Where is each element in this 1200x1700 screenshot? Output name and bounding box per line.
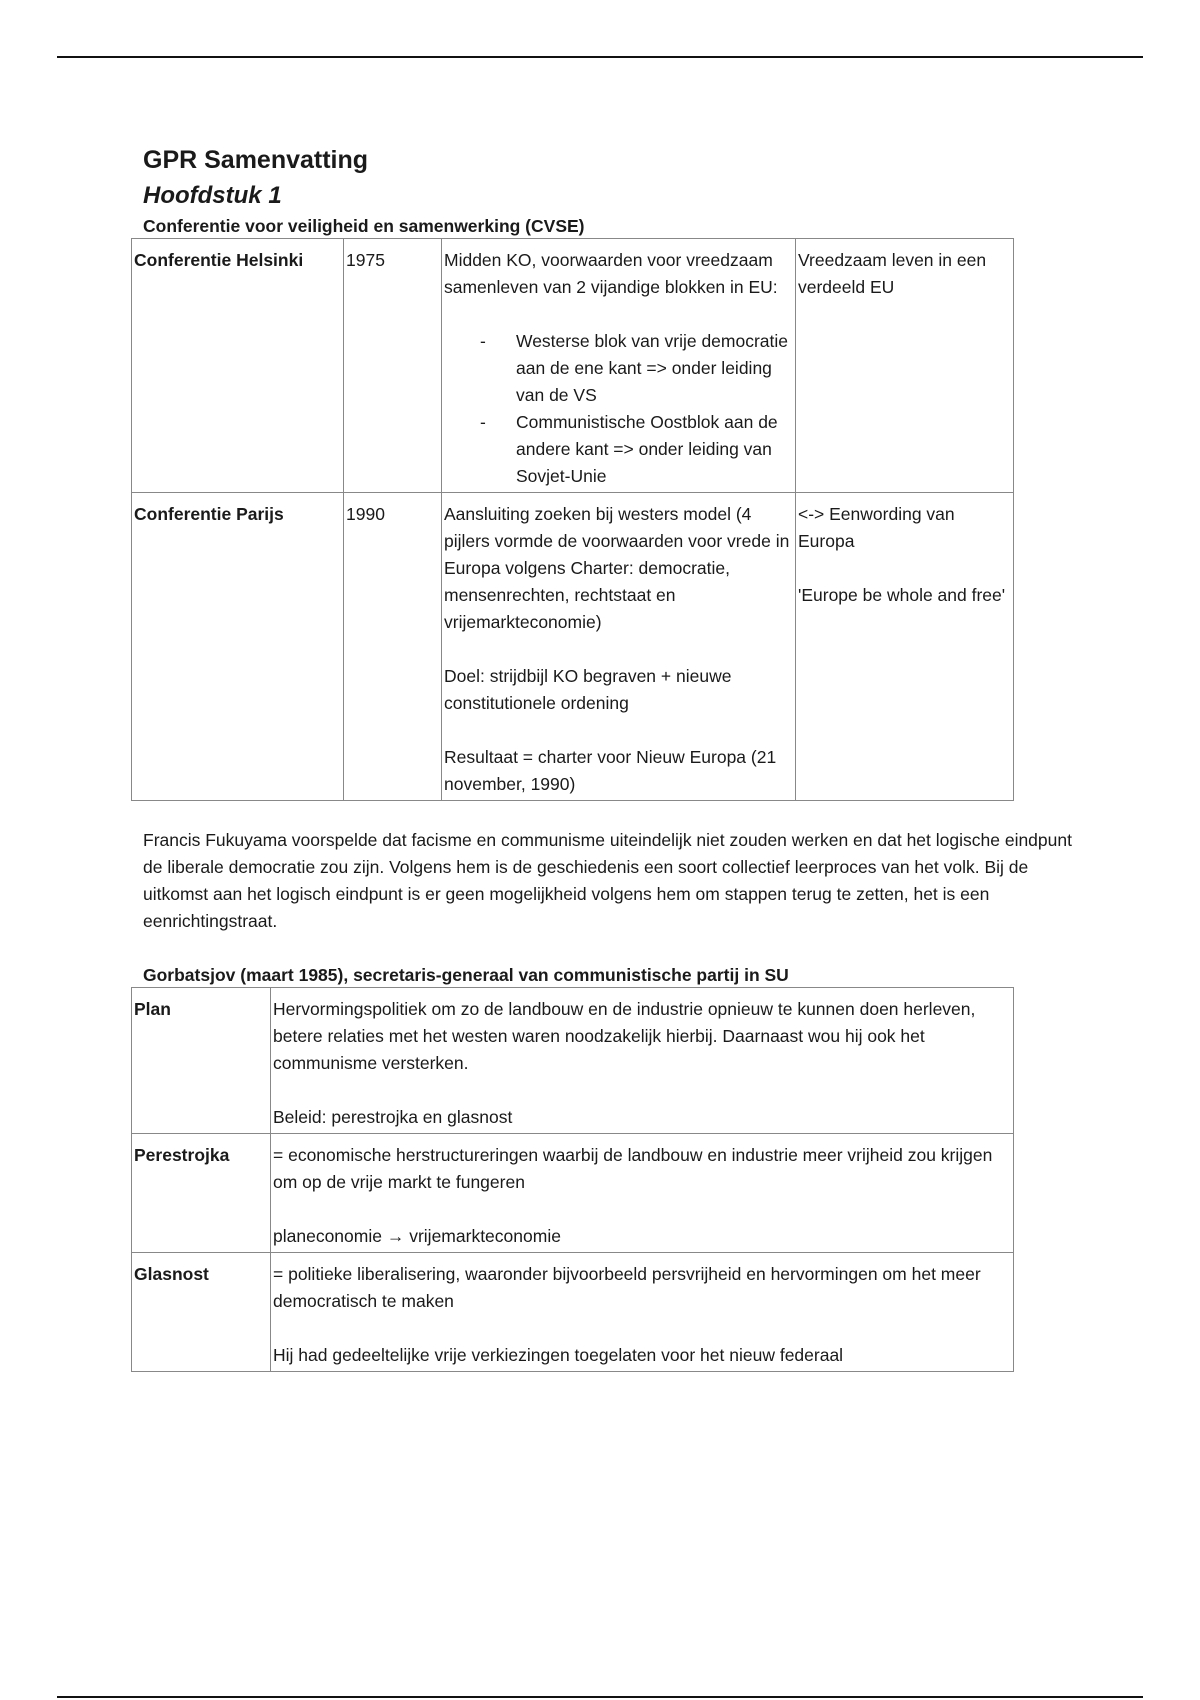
note-text: <-> Eenwording van Europa bbox=[798, 504, 955, 551]
row-content bbox=[271, 1134, 1014, 1253]
chapter-heading: Hoofdstuk 1 bbox=[143, 182, 282, 209]
conference-name: Conferentie Helsinki bbox=[132, 239, 344, 493]
table-row bbox=[132, 239, 1014, 493]
content-text: Beleid: perestrojka en glasnost bbox=[273, 1107, 513, 1127]
document-title: GPR Samenvatting bbox=[143, 146, 369, 174]
conference-year: 1990 bbox=[344, 493, 442, 801]
note-text: 'Europe be whole and free' bbox=[798, 585, 1006, 605]
description-text: Doel: strijdbijl KO begraven + nieuwe constitutionele ordening bbox=[444, 666, 732, 713]
conference-note: Vreedzaam leven in een verdeeld EU bbox=[796, 239, 1014, 493]
table-row bbox=[132, 1134, 1014, 1253]
table-row bbox=[132, 1253, 1014, 1372]
row-content bbox=[271, 988, 1014, 1134]
gorbatsjov-heading: Gorbatsjov (maart 1985), secretaris-generaal van communistische partij in SU bbox=[143, 965, 789, 985]
conference-note bbox=[796, 493, 1014, 801]
economy-to: vrijemarkteconomie bbox=[409, 1226, 561, 1246]
bullet-list bbox=[444, 328, 793, 490]
content-text: = politieke liberalisering, waaronder bijvoorbeeld persvrijheid en hervormingen om het meer democratisch te maken bbox=[273, 1264, 981, 1311]
row-label: Perestrojka bbox=[132, 1134, 271, 1253]
conference-year: 1975 bbox=[344, 239, 442, 493]
footer-rule bbox=[57, 1696, 1143, 1698]
arrow-right-icon: → bbox=[386, 1226, 405, 1246]
conference-name: Conferentie Parijs bbox=[132, 493, 344, 801]
fukuyama-paragraph: Francis Fukuyama voorspelde dat facisme en communisme uiteindelijk niet zouden werken en dat het logische eindpunt de liberale democratie zou zijn. Volgens hem is de geschiedenis een soort collectief leerproces van het volk. Bij de uitkomst aan het logisch eindpunt is er geen mogelijkheid volgens hem om stappen terug te zetten, het is een eenrichtingstraat. bbox=[143, 830, 1072, 931]
cvse-table bbox=[131, 238, 1014, 801]
description-text: Resultaat = charter voor Nieuw Europa (21 november, 1990) bbox=[444, 747, 777, 794]
description-text: Midden KO, voorwaarden voor vreedzaam samenleven van 2 vijandige blokken in EU: bbox=[444, 250, 778, 297]
content-text: = economische herstructureringen waarbij de landbouw en industrie meer vrijheid zou krijgen om op de vrije markt te fungeren bbox=[273, 1145, 993, 1192]
conference-description bbox=[442, 493, 796, 801]
row-label: Glasnost bbox=[132, 1253, 271, 1372]
header-rule bbox=[57, 56, 1143, 58]
content-text: Hij had gedeeltelijke vrije verkiezingen toegelaten voor het nieuw federaal bbox=[273, 1345, 844, 1365]
row-label: Plan bbox=[132, 988, 271, 1134]
gorbatsjov-table bbox=[131, 987, 1014, 1372]
table-row bbox=[132, 493, 1014, 801]
table-row bbox=[132, 988, 1014, 1134]
document-body bbox=[134, 142, 1093, 1372]
description-text: Aansluiting zoeken bij westers model (4 pijlers vormde de voorwaarden voor vrede in Europa volgens Charter: democratie, mensenrechten, rechtstaat en vrijemarkteconomie) bbox=[444, 504, 790, 632]
list-item: - Westerse blok van vrije democratie aan de ene kant => onder leiding van de VS bbox=[516, 328, 793, 409]
row-content bbox=[271, 1253, 1014, 1372]
content-text bbox=[273, 1223, 1011, 1250]
content-text: Hervormingspolitiek om zo de landbouw en de industrie opnieuw te kunnen doen herleven, betere relaties met het westen waren noodzakelijk hierbij. Daarnaast wou hij ook het communisme versterken. bbox=[273, 999, 976, 1073]
economy-from: planeconomie bbox=[273, 1226, 382, 1246]
cvse-heading: Conferentie voor veiligheid en samenwerking (CVSE) bbox=[143, 216, 585, 236]
conference-description bbox=[442, 239, 796, 493]
list-item: - Communistische Oostblok aan de andere kant => onder leiding van Sovjet-Unie bbox=[516, 409, 793, 490]
